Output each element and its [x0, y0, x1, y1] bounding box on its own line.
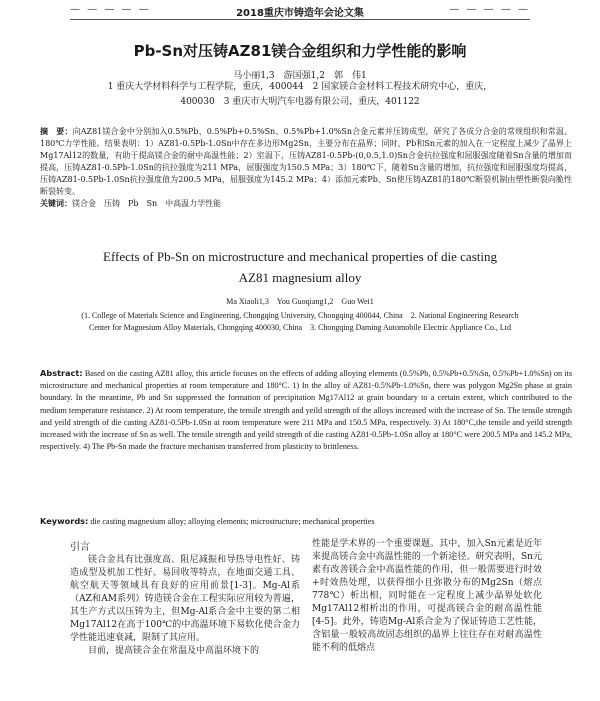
english-abstract-text: Based on die casting AZ81 alloy, this article focuses on the effects of adding alloying elements (0.5%Pb, 0.5%Pb+0.5%Sn, 0.5%Pb+1.0%Sn) on its microstructure and mechanical properties at room temperature and 180°C. 1) In the alloy of AZ81-0.5%Pb-1.0%Sn, there was polygon Mg2Sn phase at grain boundary. In the meantime, Pb and Sn suppressed the formation of precipitation Mg17Al12 at grain boundary to a certain extent, which contributed to the medium temperature resistance. 2) At room temperature, the tensile strength and yeild strength of the alloys increased with the increase of Sn. The tensile strength and yeild strength of die casting AZ81-0.5Pb-1.0Sn at room temperature were 211 MPa and 150.5 MPa, respectively. 3) At 180°C,the tensile and yeild strength increased with the increase of Sn as well. The tensile strength and yeild strength of die casting AZ81-0.5Pb-1.0Sn alloy at 180°C were 200.5 MPa and 145.2 MPa, respectively. 4) The Pb-Sn made the fracture mechanism transferred from plasticity to brittleness. — [40, 369, 572, 452]
body-paragraph: 目前，提高镁合金在常温及中高温环境下的 — [88, 646, 260, 656]
chinese-title: Pb-Sn对压铸AZ81镁合金组织和力学性能的影响 — [133, 42, 467, 60]
english-abstract — [40, 367, 572, 453]
chinese-keywords — [40, 198, 572, 210]
section-heading-introduction: 引言 — [70, 542, 90, 553]
running-header-title: 2018重庆市铸造年会论文集 — [236, 8, 364, 19]
english-keywords-label: Keywords: — [40, 516, 89, 526]
body-column-right — [312, 538, 542, 655]
english-title-line-1: Effects of Pb-Sn on microstructure and mechanical properties of die casting — [103, 249, 497, 264]
header-rule — [70, 19, 530, 20]
english-title — [0, 246, 600, 288]
chinese-abstract — [40, 126, 572, 210]
chinese-abstract-label: 摘 要： — [40, 127, 73, 136]
chinese-keywords-label: 关键词： — [40, 199, 72, 208]
english-keywords — [40, 515, 572, 528]
chinese-abstract-text: 向AZ81镁合金中分别加入0.5%Pb、0.5%Pb+0.5%Sn、0.5%Pb+1.0%Sn合金元素并压铸成型，研究了各成分合金的常规组织和常温、180℃力学性能。结果表明：1）AZ81-0.5Pb-1.0Sn中存在多边形Mg2Sn，主要分布在晶界；同时，Pb和Sn元素的加入在一定程度上减少了晶界上Mg17Al12的数量，有助于提高镁合金的耐中高温性能；2）室温下，压铸AZ81-0.5Pb-(0,0.5,1.0)Sn合金抗拉强度和屈服强度随着Sn含量的增加而提高，压铸AZ81-0.5Pb-1.0Sn的抗拉强度为211 MPa，屈服强度为150.5 MPa；3）180℃下，随着Sn含量的增加，抗拉强度和屈服强度均提高，压铸AZ81-0.5Pb-1.0Sn抗拉强度值为200.5 MPa，屈服强度为145.2 MPa；4）添加元素Pb、Sn使压铸AZ81的180℃断裂机制由塑性断裂向脆性断裂转变。 — [40, 127, 572, 196]
chinese-affiliation-line-1: 1 重庆大学材料科学与工程学院，重庆，400044 2 国家镁合金材料工程技术研究中心，重庆， — [107, 82, 493, 92]
running-header — [70, 4, 530, 20]
english-abstract-label: Abstract: — [40, 368, 83, 378]
header-dashes-left: — — — — — — [70, 4, 151, 15]
chinese-authors: 马小丽1,3 游国强1,2 郭 伟1 — [233, 71, 367, 81]
english-keywords-text: die casting magnesium alloy; alloying elements; microstructure; mechanical properties — [90, 517, 375, 526]
body-paragraph: 镁合金具有比强度高、阻尼减振和导热导电性好、铸造成型及机加工性好、易回收等特点，在地面交通工具、航空航天等领域具有良好的应用前景[1-3]。Mg-Al系（AZ和AM系列）铸造镁合金在工程实际应用较为普遍，其生产方式以压铸为主，但Mg-Al系合金中主要的第二相Mg17Al12在高于100℃的中高温环境下易软化使合金力学性能迅速衰减，限制了其应用。 — [70, 555, 300, 643]
body-column-left — [70, 554, 300, 658]
chinese-keywords-text: 镁合金 压铸 Pb Sn 中高温力学性能 — [72, 199, 222, 208]
english-authors: Ma Xiaoli1,3 You Guoqiang1,2 Guo Wei1 — [226, 297, 374, 306]
english-affiliations: (1. College of Materials Science and Engineering, Chongqing University, Chongqing 400044, China 2. National Engineering Research Center for Magnesium Alloy Materials, Chongqing 400030, China 3. Chongqing Daming Automobile Electric Appliance Co., Ltd — [81, 311, 519, 332]
body-paragraph: 性能是学术界的一个重要课题。其中，加入Sn元素是近年来提高镁合金中高温性能的一个新途径。研究表明，Sn元素有改善镁合金中高温性能的作用，但一般需要进行时效+时效热处理，以获得细小且弥散分布的Mg2Sn（熔点778℃）析出相，同时能在一定程度上减少晶界处软化Mg17Al12相析出的作用，可提高镁合金的耐高温性能[4-5]。此外，铸造Mg-Al系合金为了保证铸造工艺性能，含铝量一般较高故固态组织的晶界上往往存在对耐高温性能不利的低熔点 — [312, 539, 542, 653]
chinese-affiliation-line-2: 400030 3 重庆市大明汽车电器有限公司，重庆，401122 — [180, 97, 420, 107]
header-dashes-right: — — — — — — [449, 4, 530, 15]
english-title-line-2: AZ81 magnesium alloy — [238, 270, 362, 285]
chinese-affiliations — [40, 80, 560, 110]
